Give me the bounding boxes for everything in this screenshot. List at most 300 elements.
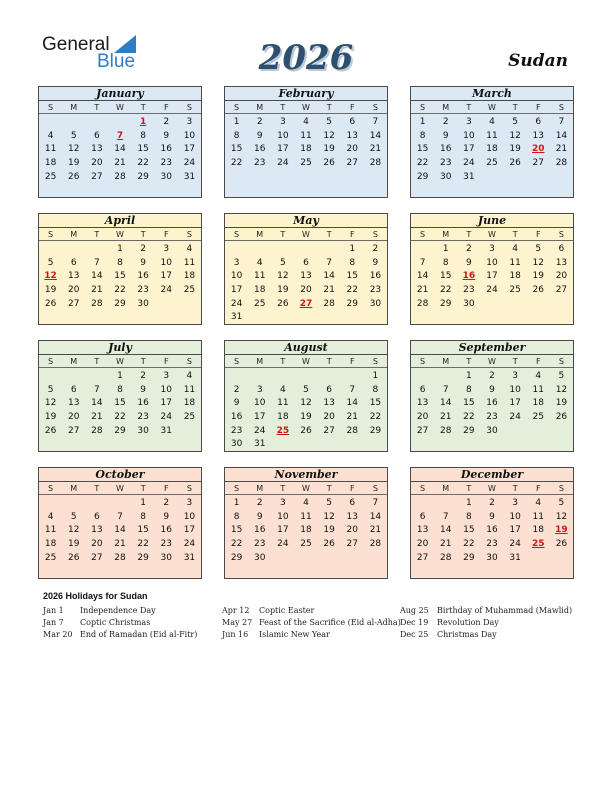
weekday-header [411,355,573,368]
day-cell: 31 [230,312,243,323]
day-cell: 24 [486,285,498,296]
month-november [224,467,388,579]
day-cell: 10 [486,257,498,268]
day-cell: 17 [509,525,521,536]
day-cell: 26 [44,298,57,309]
day-cell: 16 [369,271,382,282]
weekday-label: T [140,230,146,239]
day-cell: 26 [323,539,335,550]
day-cell: 8 [349,257,356,268]
weekday-header [225,101,387,114]
day-cell: 17 [160,271,172,282]
month-name: April [39,214,201,228]
day-cell: 31 [160,425,172,436]
day-grid [225,114,387,171]
day-cell: 14 [555,130,568,141]
day-cell: 17 [160,398,172,409]
day-cell: 10 [463,130,475,141]
day-cell: 26 [509,158,521,169]
day-cell: 7 [326,257,332,268]
day-cell: 9 [140,257,146,268]
weekday-label: S [234,357,240,366]
day-cell: 29 [416,171,429,182]
day-cell: 6 [419,511,426,522]
weekday-label: S [48,103,54,112]
day-cell: 5 [303,384,309,395]
weekday-label: F [535,357,541,366]
month-name: November [225,468,387,482]
empty-cell [411,497,434,511]
day-cell: 26 [532,285,544,296]
day-cell: 2 [442,117,449,127]
day-cell: 12 [555,511,568,522]
holiday-name: End of Ramadan (Eid al-Fitr) [80,630,198,639]
weekday-label: T [326,230,332,239]
day-cell: 1 [233,498,240,508]
day-cell: 9 [489,384,495,395]
day-cell: 16 [160,144,172,155]
day-cell: 18 [532,525,544,536]
weekday-label: F [163,103,169,112]
weekday-label: T [280,103,286,112]
weekday-label: S [372,230,378,239]
weekday-label: T [512,103,518,112]
day-cell: 18 [486,144,498,155]
weekday-label: T [94,484,100,493]
empty-cell [225,370,248,384]
day-cell: 1 [233,117,240,127]
day-cell: 17 [253,412,266,423]
day-grid [39,495,201,565]
holiday-day: 1 [140,117,147,127]
day-cell: 30 [160,171,172,182]
day-cell: 1 [465,371,472,381]
day-cell: 4 [256,257,263,268]
holiday-date: Dec 25 [400,630,429,639]
day-cell: 19 [555,398,568,409]
day-cell: 25 [183,285,196,296]
day-grid [411,368,573,438]
day-cell: 21 [323,285,335,296]
day-cell: 11 [486,130,498,141]
weekday-label: T [94,357,100,366]
holiday-row [400,617,572,629]
day-cell: 10 [160,257,172,268]
day-cell: 6 [419,384,426,395]
holiday-date: Apr 12 [222,606,250,615]
weekday-label: S [558,230,564,239]
day-cell: 19 [509,144,521,155]
holiday-day: 25 [532,539,545,550]
day-cell: 22 [114,285,126,296]
day-cell: 11 [253,271,266,282]
day-cell: 27 [346,539,358,550]
day-cell: 16 [439,144,452,155]
day-cell: 19 [300,412,312,423]
day-cell: 12 [67,144,80,155]
day-cell: 7 [349,384,356,395]
holiday-date: Jun 16 [222,630,249,639]
day-cell: 7 [558,117,565,127]
day-cell: 25 [44,552,57,563]
day-grid [39,368,201,438]
day-cell: 27 [416,425,429,436]
holiday-date: Jan 1 [43,606,64,615]
weekday-label: S [372,357,378,366]
weekday-label: M [256,103,264,112]
day-cell: 28 [416,298,429,309]
empty-cell [434,497,457,511]
empty-cell [248,243,271,257]
day-cell: 20 [91,539,103,550]
day-cell: 23 [253,539,266,550]
weekday-label: W [116,230,124,239]
day-cell: 29 [230,552,243,563]
day-cell: 23 [253,158,266,169]
day-cell: 5 [70,511,77,522]
day-cell: 8 [140,511,146,522]
day-cell: 16 [160,525,172,536]
holiday-name: Independence Day [80,606,156,615]
day-cell: 1 [465,498,472,508]
weekday-label: S [234,230,240,239]
day-cell: 19 [323,144,335,155]
day-cell: 6 [558,244,565,254]
day-cell: 28 [439,552,452,563]
day-cell: 2 [489,498,495,508]
day-grid [225,368,387,452]
day-cell: 4 [303,498,309,508]
day-cell: 25 [183,412,196,423]
day-cell: 3 [186,498,193,508]
weekday-label: W [488,357,496,366]
day-cell: 30 [160,552,172,563]
day-cell: 23 [486,412,498,423]
day-cell: 16 [137,398,149,409]
day-cell: 20 [555,271,568,282]
day-cell: 10 [183,130,196,141]
holiday-date: Aug 25 [400,606,429,615]
holiday-column [43,605,197,641]
day-cell: 7 [93,257,100,268]
holiday-date: Jan 7 [43,618,64,627]
day-cell: 7 [372,117,379,127]
day-cell: 20 [91,158,103,169]
day-cell: 11 [183,384,196,395]
weekday-label: S [558,103,564,112]
day-cell: 3 [163,371,170,381]
holiday-day: 25 [276,425,290,436]
day-cell: 24 [277,158,289,169]
holiday-name: Coptic Christmas [80,618,151,627]
day-cell: 19 [532,271,544,282]
day-cell: 3 [279,498,286,508]
day-cell: 16 [230,412,243,423]
day-cell: 28 [369,539,382,550]
weekday-label: M [70,230,78,239]
day-cell: 28 [369,158,382,169]
day-cell: 28 [114,171,126,182]
weekday-label: T [140,103,146,112]
day-cell: 18 [44,158,57,169]
day-cell: 27 [416,552,429,563]
day-cell: 26 [277,298,289,309]
weekday-label: T [466,357,472,366]
weekday-label: T [466,103,472,112]
day-cell: 13 [555,257,568,268]
day-cell: 25 [300,158,312,169]
holiday-row [222,617,401,629]
day-cell: 9 [256,511,263,522]
day-cell: 19 [277,285,289,296]
day-cell: 24 [183,539,196,550]
month-july [38,340,202,452]
day-cell: 25 [486,158,498,169]
empty-cell [341,370,364,384]
day-cell: 7 [372,498,379,508]
day-cell: 2 [163,498,170,508]
month-name: January [39,87,201,101]
holiday-day: 7 [116,130,124,141]
day-cell: 30 [486,425,498,436]
day-cell: 2 [163,117,170,127]
calendar-year: 2026 [258,38,354,78]
day-cell: 31 [253,439,266,450]
day-cell: 8 [465,511,472,522]
weekday-label: M [442,484,450,493]
empty-cell [271,370,294,384]
day-cell: 14 [114,144,126,155]
day-cell: 20 [300,285,312,296]
day-cell: 8 [140,130,146,141]
day-cell: 28 [323,298,335,309]
empty-cell [39,497,62,511]
day-cell: 15 [439,271,452,282]
day-cell: 6 [349,117,356,127]
day-cell: 11 [532,384,544,395]
day-cell: 15 [463,525,475,536]
weekday-header [411,482,573,495]
day-cell: 2 [372,244,379,254]
weekday-label: T [466,484,472,493]
day-cell: 8 [465,384,472,395]
day-cell: 15 [137,525,149,536]
weekday-label: M [442,230,450,239]
day-cell: 10 [509,511,521,522]
month-january [38,86,202,198]
day-cell: 26 [323,158,335,169]
holiday-day: 19 [555,525,568,536]
day-cell: 23 [369,285,382,296]
day-cell: 5 [512,117,518,127]
day-cell: 21 [416,285,429,296]
weekday-label: S [234,484,240,493]
day-cell: 5 [47,384,54,395]
day-cell: 21 [91,285,103,296]
day-cell: 23 [137,412,149,423]
day-cell: 30 [369,298,382,309]
day-cell: 11 [44,144,57,155]
day-cell: 3 [512,498,518,508]
empty-cell [294,370,317,384]
month-name: September [411,341,573,355]
day-cell: 13 [532,130,544,141]
weekday-header [225,228,387,241]
day-cell: 4 [535,498,542,508]
day-cell: 27 [91,171,103,182]
holiday-name: Islamic New Year [259,630,330,639]
day-cell: 18 [509,271,521,282]
weekday-label: T [94,230,100,239]
weekday-label: F [349,484,355,493]
holiday-row [400,629,572,641]
day-cell: 21 [91,412,103,423]
weekday-label: W [488,484,496,493]
weekday-label: M [70,103,78,112]
weekday-header [411,101,573,114]
day-grid [225,241,387,325]
day-cell: 6 [70,384,77,395]
day-cell: 27 [323,425,335,436]
day-cell: 2 [489,371,495,381]
day-cell: 6 [349,498,356,508]
day-cell: 4 [47,130,54,141]
day-cell: 5 [279,257,286,268]
day-cell: 24 [277,539,289,550]
day-cell: 27 [67,298,80,309]
empty-cell [411,370,434,384]
day-grid [411,114,573,184]
day-cell: 21 [369,525,382,536]
day-cell: 13 [323,398,335,409]
day-cell: 17 [463,144,475,155]
weekday-label: W [302,230,310,239]
day-cell: 17 [509,398,521,409]
holiday-row [43,605,197,617]
day-cell: 8 [372,384,379,395]
day-cell: 26 [67,552,80,563]
day-cell: 6 [303,257,309,268]
holiday-column [400,605,572,641]
day-cell: 3 [512,371,518,381]
day-cell: 14 [91,398,103,409]
day-cell: 1 [140,498,146,508]
weekday-label: T [326,357,332,366]
weekday-label: S [420,357,426,366]
day-cell: 5 [326,498,332,508]
day-cell: 24 [183,158,196,169]
day-cell: 31 [463,171,475,182]
day-cell: 23 [230,425,243,436]
weekday-label: S [48,484,54,493]
month-name: June [411,214,573,228]
day-cell: 27 [91,552,103,563]
holiday-date: May 27 [222,618,253,627]
day-cell: 22 [416,158,429,169]
month-name: October [39,468,201,482]
weekday-label: T [140,357,146,366]
weekday-label: F [535,103,541,112]
weekday-label: T [140,484,146,493]
day-cell: 20 [323,412,335,423]
empty-cell [62,116,85,130]
month-name: March [411,87,573,101]
day-cell: 23 [486,539,498,550]
day-cell: 23 [439,158,452,169]
month-name: August [225,341,387,355]
month-april [38,213,202,325]
day-cell: 13 [91,144,103,155]
day-cell: 12 [300,398,312,409]
day-cell: 19 [44,412,57,423]
day-cell: 24 [253,425,266,436]
day-cell: 18 [183,398,196,409]
holiday-name: Revolution Day [437,618,499,627]
day-cell: 24 [463,158,475,169]
day-cell: 11 [532,511,544,522]
weekday-label: S [558,357,564,366]
logo-blue-text: Blue [97,51,136,72]
day-cell: 6 [70,257,77,268]
day-cell: 26 [300,425,312,436]
day-cell: 8 [419,130,426,141]
day-cell: 26 [67,171,80,182]
day-cell: 19 [44,285,57,296]
empty-cell [294,243,317,257]
weekday-header [225,482,387,495]
day-cell: 23 [160,158,172,169]
day-cell: 25 [300,539,312,550]
day-cell: 14 [369,130,382,141]
day-cell: 22 [346,285,358,296]
day-cell: 26 [555,539,568,550]
day-cell: 17 [183,525,196,536]
day-cell: 1 [349,244,356,254]
day-cell: 22 [369,412,382,423]
day-cell: 31 [509,552,521,563]
day-cell: 10 [509,384,521,395]
day-cell: 11 [183,257,196,268]
day-cell: 29 [137,552,149,563]
day-cell: 29 [346,298,358,309]
day-cell: 8 [233,130,240,141]
day-cell: 24 [230,298,243,309]
day-cell: 18 [253,285,266,296]
day-cell: 15 [416,144,429,155]
day-cell: 27 [346,158,358,169]
day-cell: 21 [369,144,382,155]
day-cell: 18 [277,412,289,423]
month-may [224,213,388,325]
day-cell: 31 [183,552,196,563]
day-cell: 1 [419,117,426,127]
day-cell: 17 [183,144,196,155]
holiday-day: 20 [532,144,545,155]
day-cell: 4 [535,371,542,381]
day-cell: 16 [253,144,266,155]
holiday-date: Mar 20 [43,630,73,639]
day-cell: 13 [416,525,429,536]
day-cell: 5 [558,371,565,381]
day-cell: 21 [439,539,452,550]
day-cell: 13 [67,398,80,409]
month-december [410,467,574,579]
empty-cell [411,243,434,257]
day-cell: 14 [323,271,335,282]
day-cell: 14 [114,525,126,536]
day-cell: 11 [300,130,312,141]
day-cell: 27 [532,158,544,169]
